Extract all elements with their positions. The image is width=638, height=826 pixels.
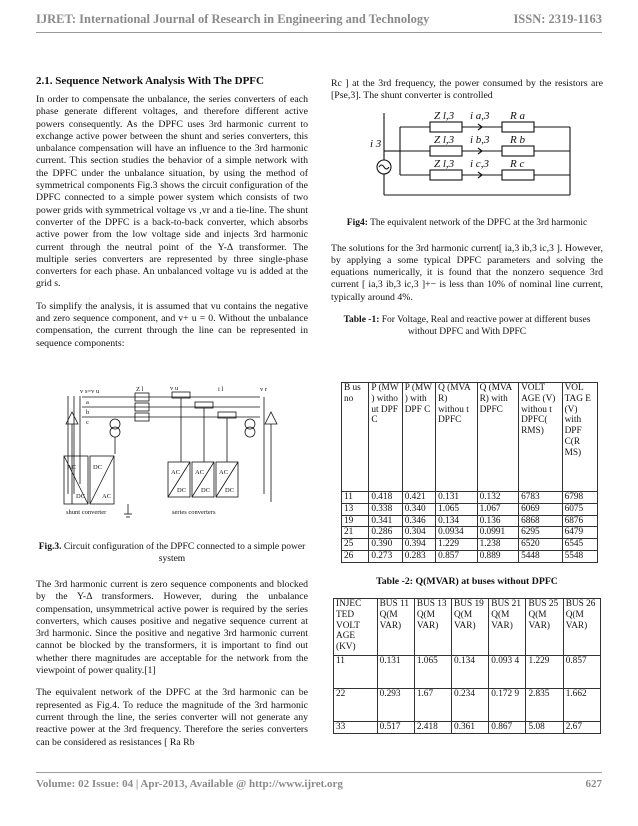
page-header [36, 8, 602, 30]
table1-header-cell: P (MW ) witho ut DPF C [369, 383, 402, 492]
table-cell: 0.134 [436, 515, 477, 527]
table1-header-cell: B us no [342, 383, 369, 492]
table2-header-cell: BUS 21 Q(M VAR) [489, 599, 526, 656]
table-cell: 6876 [562, 515, 597, 527]
table-row [342, 527, 598, 539]
fig3-conv-ac5: AC [219, 469, 229, 476]
table-cell: 1.065 [436, 503, 477, 515]
table1-header-row [342, 383, 598, 492]
fig3-label-il: i l [218, 386, 224, 393]
table-cell: 11 [342, 492, 369, 504]
fig4-row2-r: R b [510, 134, 525, 146]
table-cell: 0.093 4 [489, 656, 526, 689]
issn: ISSN: 2319-1163 [513, 12, 602, 26]
footer-volume: Volume: 02 Issue: 04 | Apr-2013, Available @ http://www.ijret.org [36, 778, 343, 790]
table2-header-cell: BUS 13 Q(M VAR) [414, 599, 451, 656]
fig4-row3-z: Z l,3 [434, 158, 455, 170]
table1-header-cell: VOL TAG E (V) with DPF C(R MS) [562, 383, 597, 492]
table-row [334, 722, 601, 734]
table-cell: 0.338 [369, 503, 402, 515]
fig4-row3-r: R c [510, 158, 525, 170]
fig3-conv-dc5: DC [225, 487, 235, 494]
paragraph-1: In order to compensate the unbalance, the series converters of each phase generate different voltages, and therefore different active powers consequently. As the DPFC uses 3rd harmonic current to exchange active power between the shunt and series converters, this unbalance compensation will have an influence to the 3rd harmonic current. This section studies the behavior of a simple network with the DPFC under the unbalance situation, by using the method of symmetrical components Fig.3 shows the circuit configuration of the DPFC connected to a simple power system which consists of two power grids with symmetrical voltage vs ,vr and a tie-line. The shunt converter of the DPFC is a back-to-back converter, which absorbs active power from the low voltage side and injects 3rd harmonic current through the neutral point of the Y-Δ transformer. The multiple series converters are represented by three single-phase converters for each phase. An unbalanced voltage vu is added at the grid s. [36, 94, 308, 290]
fig3-series-label: series converters [172, 509, 216, 516]
table-cell: 5448 [519, 550, 563, 562]
right-paragraph-1: Rc ] at the 3rd frequency, the power consumed by the resistors are [Pse,3]. The shunt converter is controlled [331, 78, 603, 102]
table-cell: 0.234 [452, 689, 489, 722]
fig3-label-vs: v s=v u [80, 388, 100, 395]
fig4-row1-z: Z l,3 [434, 110, 455, 122]
table-cell: 0.341 [369, 515, 402, 527]
journal-title: IJRET: International Journal of Research in Engineering and Technology [36, 12, 430, 26]
right-paragraph-2: The solutions for the 3rd harmonic current[ ia,3 ib,3 ic,3 ]. However, by applying a some typical DPFC parameters and solving the equations numerically, it is found that the nonzero sequence 3rd current [ ia,3 ib,3 ic,3 ]+− is less than 10% of nominal line current, typically around 4%. [331, 242, 603, 303]
fig3-conv-dc3: DC [177, 487, 187, 494]
table-row [342, 539, 598, 551]
table-cell: 0.421 [402, 492, 435, 504]
fig3-conv-ac2: AC [102, 493, 112, 500]
table-cell: 1.229 [436, 539, 477, 551]
table1-caption [331, 314, 603, 338]
table-cell: 0.134 [452, 656, 489, 689]
fig4-equivalent-network [370, 107, 600, 203]
table-row [342, 515, 598, 527]
table-cell: 6783 [519, 492, 563, 504]
table-row [342, 550, 598, 562]
fig4-caption [331, 217, 603, 229]
fig3-conv-ac4: AC [195, 469, 205, 476]
fig3-label-b: b [86, 409, 90, 416]
fig3-caption-text: Circuit configuration of the DPFC connected to a simple power system [61, 541, 306, 564]
table1-caption-label: Table -1: [343, 315, 380, 326]
fig4-caption-label: Fig4: [346, 217, 368, 228]
table2-caption: Table -2: Q(MVAR) at buses without DPFC [376, 576, 558, 587]
table-cell: 0.0934 [436, 527, 477, 539]
table-cell: 0.131 [377, 656, 414, 689]
fig3-label-vr: v r [260, 386, 268, 393]
fig3-conv-ac3: AC [171, 469, 181, 476]
table-cell: 0.172 9 [489, 689, 526, 722]
table-row [342, 503, 598, 515]
table-cell: 0.340 [402, 503, 435, 515]
table2-header-row [334, 599, 601, 656]
table2-header-cell: BUS 26 Q(M VAR) [563, 599, 600, 656]
table2-header-cell: BUS 11 Q(M VAR) [377, 599, 414, 656]
table-cell: 2.835 [526, 689, 563, 722]
fig4-row2-z: Z l,3 [434, 134, 455, 146]
fig3-caption-label: Fig.3. [38, 541, 62, 552]
table1-header-cell: VOLT AGE (V) withou t DPFC( RMS) [519, 383, 563, 492]
section-title: 2.1. Sequence Network Analysis With The DPFC [36, 75, 264, 87]
table-cell: 0.131 [436, 492, 477, 504]
table-cell: 0.394 [402, 539, 435, 551]
table-cell: 2.418 [414, 722, 451, 734]
table-cell: 5.08 [526, 722, 563, 734]
table-cell: 0.132 [477, 492, 518, 504]
table-cell: 2.67 [563, 722, 600, 734]
table-row [342, 492, 598, 504]
fig3-label-vu: v u [170, 385, 179, 392]
table-row [334, 656, 601, 689]
header-rule [36, 32, 602, 33]
table-cell: 0.867 [489, 722, 526, 734]
table-cell: 0.889 [477, 550, 518, 562]
paragraph-3: The 3rd harmonic current is zero sequence components and blocked by the Y-Δ transformers. However, during the unbalance compensation, unsymmetrical active power is required by the series converters, which causes positive and negative sequence current at 3rd harmonic. Since the positive and negative 3rd harmonic current cannot be blocked by the transformers, it is important to find out whether there magnitudes are acceptable for the network from the viewpoint of power quality.[1] [36, 578, 308, 677]
table2-header-cell: BUS 25 Q(M VAR) [526, 599, 563, 656]
table-cell: 0.286 [369, 527, 402, 539]
table-2 [333, 598, 601, 734]
table-cell: 0.418 [369, 492, 402, 504]
table-cell: 6520 [519, 539, 563, 551]
table-cell: 0.857 [563, 656, 600, 689]
table-cell: 1.662 [563, 689, 600, 722]
fig4-row3-i: i c,3 [470, 158, 489, 170]
table-cell: 0.361 [452, 722, 489, 734]
table1-header-cell: Q (MVA R) withou t DPFC [436, 383, 477, 492]
table-cell: 0.273 [369, 550, 402, 562]
table-cell: 0.0991 [477, 527, 518, 539]
table1-header-cell: Q (MVA R) with DPFC [477, 383, 518, 492]
table2-header-cell: INJEC TED VOLT AGE (KV) [334, 599, 378, 656]
fig3-label-zl: Z l [136, 386, 144, 393]
table-cell: 19 [342, 515, 369, 527]
footer-rule [36, 772, 602, 773]
table-cell: 6868 [519, 515, 563, 527]
table-cell: 5548 [562, 550, 597, 562]
fig3-conv-dc2: DC [93, 464, 103, 471]
table-cell: 6075 [562, 503, 597, 515]
fig3-conv-ac1: AC [67, 464, 77, 471]
paragraph-4: The equivalent network of the DPFC at the 3rd harmonic can be represented as Fig.4. To reduce the magnitude of the 3rd harmonic current through the line, the series converter will not generate any reactive power at the 3rd frequency. Therefore the series converters can be considered as resistances [ Ra Rb [36, 687, 308, 748]
table-cell: 0.283 [402, 550, 435, 562]
table-cell: 1.238 [477, 539, 518, 551]
table-cell: 26 [342, 550, 369, 562]
fig4-row1-i: i a,3 [470, 110, 490, 122]
table-cell: 0.304 [402, 527, 435, 539]
table-cell: 6798 [562, 492, 597, 504]
table-cell: 1.065 [414, 656, 451, 689]
table-cell: 0.293 [377, 689, 414, 722]
table-cell: 13 [342, 503, 369, 515]
table-cell: 0.857 [436, 550, 477, 562]
table-cell: 0.346 [402, 515, 435, 527]
table-cell: 0.517 [377, 722, 414, 734]
table-cell: 33 [334, 722, 378, 734]
fig4-row1-r: R a [510, 110, 525, 122]
fig3-conv-dc1: DC [76, 493, 86, 500]
table-cell: 11 [334, 656, 378, 689]
table-row [334, 689, 601, 722]
table-cell: 6069 [519, 503, 563, 515]
page-number: 627 [585, 778, 602, 790]
fig3-caption [36, 541, 308, 565]
table1-caption-text: For Voltage, Real and reactive power at different buses without DPFC and With DPFC [379, 315, 591, 338]
table-cell: 6479 [562, 527, 597, 539]
table-1 [341, 382, 598, 563]
table-cell: 21 [342, 527, 369, 539]
fig3-circuit-diagram [60, 384, 286, 534]
table-cell: 25 [342, 539, 369, 551]
table-cell: 0.136 [477, 515, 518, 527]
fig3-shunt-label: shunt converter [66, 509, 107, 516]
table-cell: 1.229 [526, 656, 563, 689]
fig4-row2-i: i b,3 [470, 134, 490, 146]
paragraph-2: To simplify the analysis, it is assumed that vu contains the negative and zero sequence component, and v+ u = 0. Without the unbalance compensation, the current through the line can be represented in sequence components: [36, 300, 308, 349]
table-cell: 22 [334, 689, 378, 722]
fig4-source-label: i 3 [370, 138, 382, 150]
table-cell: 6545 [562, 539, 597, 551]
fig3-label-a: a [86, 399, 89, 406]
fig3-conv-dc4: DC [201, 487, 211, 494]
page-footer [36, 778, 602, 790]
table2-header-cell: BUS 19 Q(M VAR) [452, 599, 489, 656]
table1-header-cell: P (MW ) with DPF C [402, 383, 435, 492]
table-cell: 0.390 [369, 539, 402, 551]
table-cell: 1.67 [414, 689, 451, 722]
table-cell: 1.067 [477, 503, 518, 515]
fig3-label-c: c [86, 419, 89, 426]
table-cell: 6295 [519, 527, 563, 539]
fig4-caption-text: The equivalent network of the DPFC at the 3rd harmonic [367, 217, 588, 228]
